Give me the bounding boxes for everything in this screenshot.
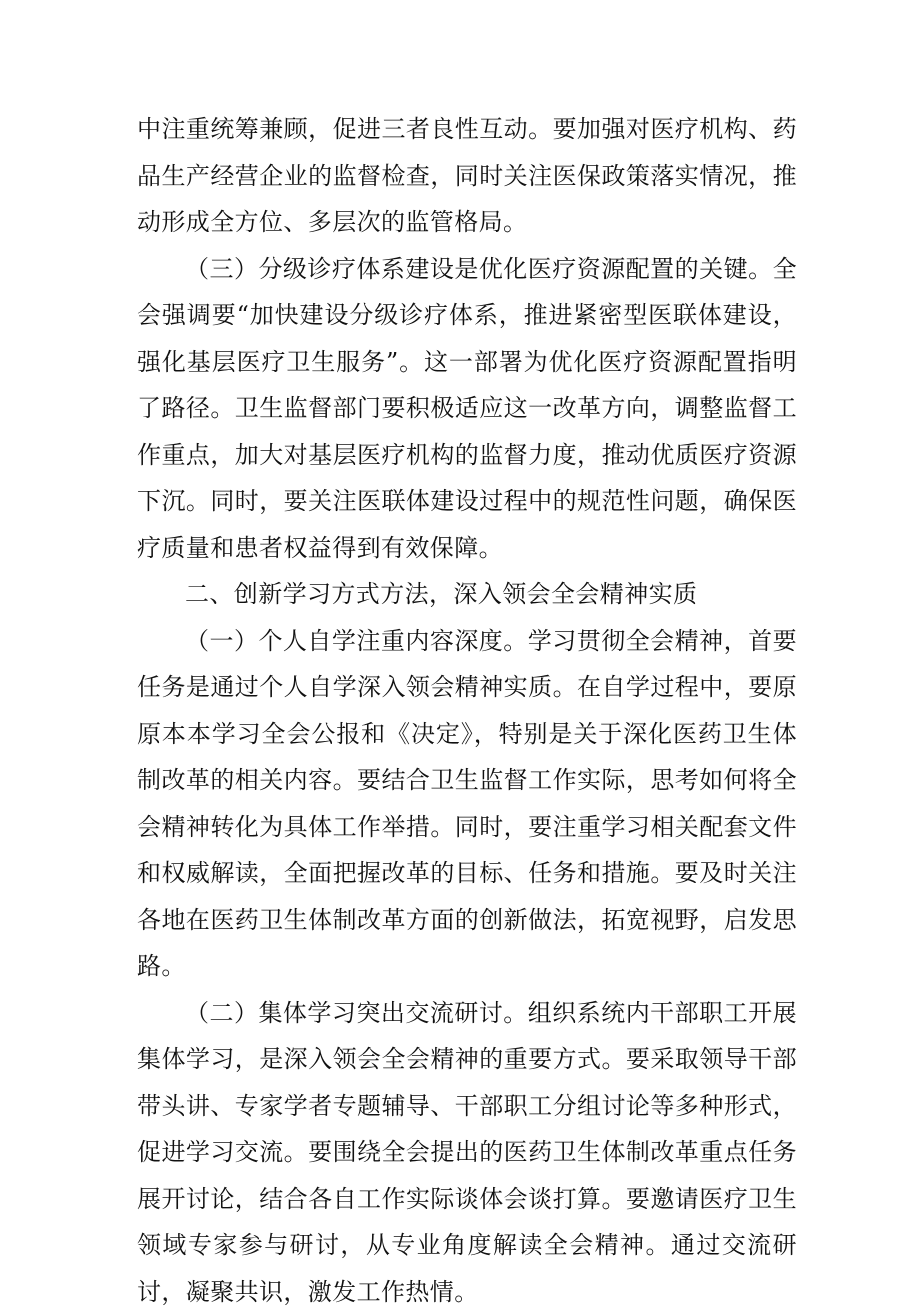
document-body	[137, 106, 797, 1315]
paragraph-continuation: 中注重统筹兼顾，促进三者良性互动。要加强对医疗机构、药品生产经营企业的监督检查，同时关注医保政策落实情况，推动形成全方位、多层次的监管格局。	[137, 106, 797, 246]
paragraph-self-study: （一）个人自学注重内容深度。学习贯彻全会精神，首要任务是通过个人自学深入领会精神实质。在自学过程中，要原原本本学习全会公报和《决定》，特别是关于深化医药卫生体制改革的相关内容。要结合卫生监督工作实际，思考如何将全会精神转化为具体工作举措。同时，要注重学习相关配套文件和权威解读，全面把握改革的目标、任务和措施。要及时关注各地在医药卫生体制改革方面的创新做法，拓宽视野，启发思路。	[137, 618, 797, 990]
paragraph-group-study: （二）集体学习突出交流研讨。组织系统内干部职工开展集体学习，是深入领会全会精神的重要方式。要采取领导干部带头讲、专家学者专题辅导、干部职工分组讨论等多种形式，促进学习交流。要围绕全会提出的医药卫生体制改革重点任务展开讨论，结合各自工作实际谈体会谈打算。要邀请医疗卫生领域专家参与研讨，从专业角度解读全会精神。通过交流研讨，凝聚共识，激发工作热情。	[137, 990, 797, 1315]
paragraph-tiered-care: （三）分级诊疗体系建设是优化医疗资源配置的关键。全会强调要“加快建设分级诊疗体系，推进紧密型医联体建设，强化基层医疗卫生服务”。这一部署为优化医疗资源配置指明了路径。卫生监督部门要积极适应这一改革方向，调整监督工作重点，加大对基层医疗机构的监督力度，推动优质医疗资源下沉。同时，要关注医联体建设过程中的规范性问题，确保医疗质量和患者权益得到有效保障。	[137, 246, 797, 572]
section-heading: 二、创新学习方式方法，深入领会全会精神实质	[137, 571, 797, 618]
